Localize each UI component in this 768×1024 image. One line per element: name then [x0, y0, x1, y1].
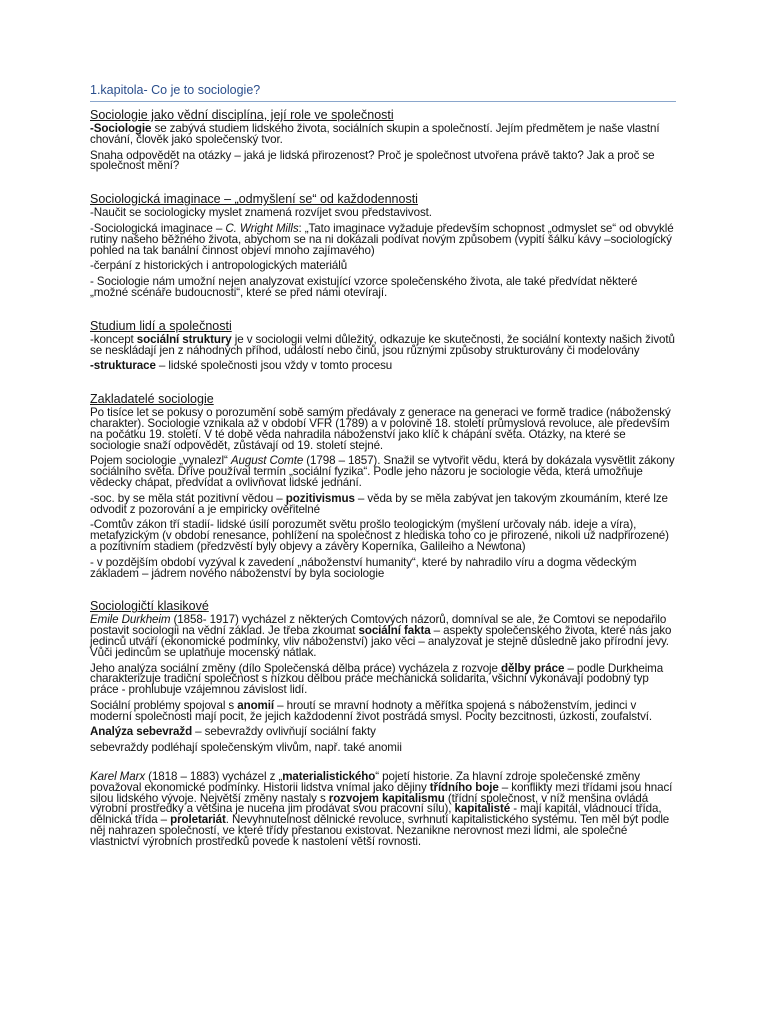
section	[90, 108, 676, 172]
paragraph	[90, 491, 676, 516]
text-run: – aspekty společenského života, které nás jako jedinců utváří (ekonomické podmínky, vliv náboženství) jako věci – analyzovat je stejně důsledně jako přírodní jevy. Vůči jedincům se uplatňuje mocenský nátlak.	[90, 624, 672, 659]
text-run: sebevraždy podléhají společenským vlivům, např. také anomii	[90, 741, 402, 755]
text-run: - Sociologie nám umožní nejen analyzovat existující vzorce společenského života, ale také předvídat některé „možné scénáře budoucnosti“, které se před námi otevírají.	[90, 275, 638, 299]
bold-term: -Sociologie	[90, 122, 152, 135]
paragraph	[90, 208, 676, 219]
paragraph	[90, 148, 676, 173]
paragraph	[90, 332, 676, 357]
bold-term: -strukturace	[90, 359, 156, 373]
section-heading: Sociologie jako vědní disciplína, její role ve společnosti	[90, 108, 394, 122]
text-run: – sebevraždy ovlivňují sociální fakty	[192, 725, 376, 739]
text-run: -koncept	[90, 332, 137, 346]
paragraph	[90, 277, 676, 299]
paragraph	[90, 772, 676, 848]
bold-term: sociální struktury	[136, 332, 232, 346]
italic-name: Karel Marx	[90, 770, 146, 784]
italic-name: August Comte	[230, 454, 304, 468]
section-heading: Sociologická imaginace – „odmyšlení se“ od každodennosti	[90, 192, 418, 207]
text-run: – věda by se měla zabývat jen takovým zkoumáním, které lze odvodit z pozorování a je empiricky ověřitelné	[90, 491, 668, 516]
paragraph	[90, 520, 676, 552]
paragraph	[90, 615, 676, 658]
section	[90, 192, 676, 299]
paragraph	[90, 661, 676, 697]
paragraph	[90, 456, 676, 488]
text-run: -Sociologická imaginace –	[90, 221, 226, 235]
bold-term: Analýza sebevražd	[90, 725, 193, 739]
paragraph	[90, 261, 676, 272]
paragraph	[90, 555, 676, 580]
paragraph	[90, 698, 676, 723]
text-run: : „Tato imaginace vyžaduje především schopnost „odmyslet se“ od obvyklé rutiny našeho běžného života, abychom se na ni dokázali podívat novým způsobem (vypití šálku kávy –sociologický pohled na tak banální činnost objeví mnoho zajímavého)	[90, 221, 674, 257]
bold-term: třídního boje	[429, 780, 499, 794]
section-heading: Sociologičtí klasikové	[90, 599, 209, 614]
chapter-title: 1.kapitola- Co je to sociologie?	[90, 82, 676, 102]
text-run: – lidské společnosti jsou vždy v tomto procesu	[155, 359, 393, 373]
text-run: - mají kapitál, vládnoucí třída, dělnická třída –	[90, 802, 662, 827]
text-run: “ pojetí historie. Za hlavní zdroje společenské změny považoval ekonomické podmínky. Historii lidstva vnímal jako dějiny	[90, 770, 640, 794]
text-run: Jeho analýza sociální změny (dílo Společenská dělba práce) vycházela z rozvoje	[90, 661, 501, 675]
text-run: - v pozdějším období vyzýval k zavedení „náboženství humanity“, které by nahradilo víru a dogma vědeckým základem – jádrem nového náboženství by byla sociologie	[90, 555, 637, 580]
bold-term: sociální fakta	[358, 624, 431, 638]
sections-container	[90, 108, 676, 848]
document-content	[90, 82, 676, 868]
bold-term: kapitalisté	[454, 802, 511, 816]
italic-name: C. Wright Mills	[225, 221, 299, 235]
text-run: (třídní společnost, v níž menšina ovládá výrobní prostředky a většina je nucena jim prodávat svou pracovní sílu),	[90, 791, 649, 816]
text-run: – hroutí se mravní hodnoty a měřítka spojená s náboženstvím, jedinci v moderní společnosti mají pocit, že jejich každodenní život postrádá smysl. Pocity bezcitnosti, úzkosti, zoufalství.	[90, 698, 653, 723]
text-run: je v sociologii velmi důležitý, odkazuje ke skutečnosti, že sociální kontexty našich životů se neskládají jen z náhodných příhod, událostí nebo činů, jsou různými způsoby strukturovány či modelovány	[90, 332, 675, 357]
text-run: -soc. by se měla stát pozitivní vědou –	[90, 491, 286, 505]
text-run: (1798 – 1857). Snažil se vytvořit vědu, která by dokázala vysvětlit zákony sociálního světa. Dříve používal termín „sociální fyzika“. Podle jeho názoru je sociologie věda, která umožňuje vědecky chápat, předvídat a ovlivňovat lidské jednání.	[90, 454, 675, 489]
text-run: Snaha odpovědět na otázky – jaká je lidská přirozenost? Proč je společnost utvořena právě takto? Jak a proč se společnost mění?	[90, 148, 655, 173]
bold-term: dělby práce	[501, 661, 565, 675]
text-run: -Naučit se sociologicky myslet znamená rozvíjet svou představivost.	[90, 206, 432, 220]
text-run: (1818 – 1883) vycházel z „	[145, 770, 283, 784]
bold-term: rozvojem kapitalismu	[328, 791, 445, 805]
section	[90, 319, 676, 372]
bold-term: proletariát	[170, 813, 226, 827]
text-run: Pojem sociologie „vynalezl“	[90, 454, 231, 468]
section-heading: Zakladatelé sociologie	[90, 392, 214, 407]
paragraph	[90, 221, 676, 257]
paragraph	[90, 408, 676, 451]
bold-term: pozitivismus	[285, 491, 355, 505]
text-run: – podle Durkheima charakterizuje tradiční společnost s nízkou dělbou práce mechanická solidarita, všichni vykonávají podobný typ práce - prohlubuje vzájemnou závislost lidí.	[90, 661, 664, 697]
section-heading: Studium lidí a společnosti	[90, 318, 232, 333]
text-run: . Nevyhnutelnost dělnické revoluce, svrhnutí kapitalistického systému. Ten měl být podle něj nahrazen společností, ve které třídy přestanou existovat. Nezanikne nerovnost mezi lidmi, ale společné vlastnictví výrobních prostředků povede k nastolení větší rovnosti.	[90, 813, 670, 848]
bold-term: anomií	[237, 698, 275, 712]
paragraph	[90, 743, 676, 754]
italic-name: Emile Durkheim	[90, 613, 171, 627]
text-run: – konflikty mezi třídami jsou hnací silou lidského vývoje. Největší změny nastaly s	[90, 780, 673, 805]
paragraph	[90, 361, 676, 372]
section	[90, 392, 676, 579]
text-run: Po tisíce let se pokusy o porozumění sobě samým předávaly z generace na generaci ve formě tradice (náboženský charakter). Sociologie vznikala až v období VFR (1789) a v polovině 18. století průmyslová revoluce, ale především na počátku 19. století. V té době věda nahradila náboženství jako klíč k chápání světa. Otázky, na které se sociologie snaží odpovědět, zůstávají od 19. století stejné.	[90, 406, 671, 452]
text-run: -Comtův zákon tří stadií- lidské úsilí porozumět světu prošlo teologickým (myšlení určovaly náb. ideje a víra), metafyzickým (v období renesance, pohlížení na společnost z hlediska toho co je přirozené, nikoli už nadpřirozené) a pozitivním stadiem (předzvěstí byly objevy a závěry Koperníka, Galileiho a Newtona)	[90, 518, 669, 553]
bold-term: materialistického	[282, 770, 376, 784]
text-run: Sociální problémy spojoval s	[90, 698, 238, 712]
text-run: -čerpání z historických i antropologických materiálů	[90, 259, 348, 273]
paragraph	[90, 124, 676, 146]
text-run: (1858- 1917) vycházel z některých Comtových názorů, domníval se ale, že Comtovi se nepodařilo postavit sociologii na vědní základ. Je třeba zkoumat	[90, 613, 667, 638]
paragraph	[90, 727, 676, 738]
section	[90, 599, 676, 847]
text-run: se zabývá studiem lidského života, sociálních skupin a společností. Jejím předmětem je naše vlastní chování, člověk jako společenský tvor.	[90, 122, 660, 146]
